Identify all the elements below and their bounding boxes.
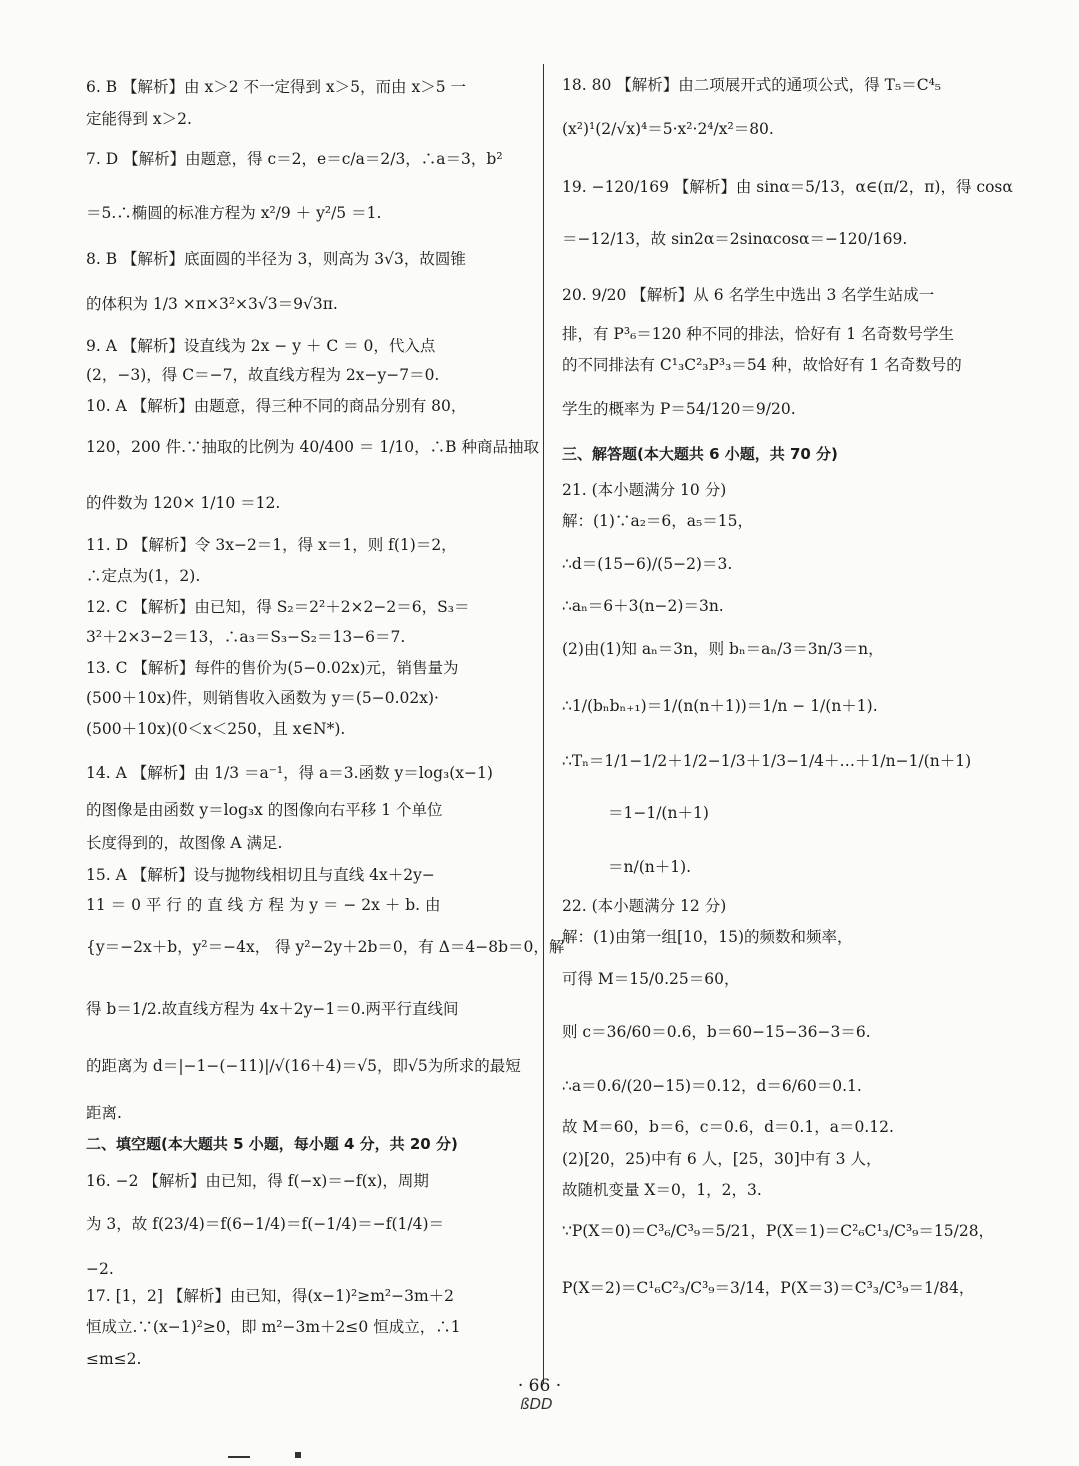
answer-line: 17. [1，2] 【解析】由已知，得(x−1)²≥m²−3m＋2 bbox=[86, 1287, 455, 1305]
text-line: (500＋10x)件，则销售收入函数为 y＝(5−0.02x)· bbox=[86, 689, 439, 707]
answer-line: 21. (本小题满分 10 分) bbox=[562, 481, 727, 499]
answer-line: 19. −120/169 【解析】由 sinα＝5/13，α∈(π/2，π)，得 cosα bbox=[562, 178, 1013, 196]
text-line: 故随机变量 X＝0，1，2，3. bbox=[562, 1181, 762, 1199]
text-line: 得 b＝1/2.故直线方程为 4x＋2y−1＝0.两平行直线间 bbox=[86, 1000, 459, 1018]
answer-line: 13. C 【解析】每件的售价为(5−0.02x)元，销售量为 bbox=[86, 659, 459, 677]
text-line: 解：(1)∵a₂＝6，a₅＝15， bbox=[562, 512, 753, 530]
section-heading: 二、填空题(本大题共 5 小题，每小题 4 分，共 20 分) bbox=[86, 1135, 458, 1153]
text-line: 3²＋2×3−2＝13，∴a₃＝S₃−S₂＝13−6＝7. bbox=[86, 628, 406, 646]
text-line: 11 ＝ 0 平 行 的 直 线 方 程 为 y ＝ − 2x ＋ b. 由 bbox=[86, 896, 441, 914]
text-line: ＝n/(n＋1). bbox=[608, 858, 692, 876]
answer-line: 8. B 【解析】底面圆的半径为 3，则高为 3√3，故圆锥 bbox=[86, 250, 466, 268]
text-line: 排，有 P³₆＝120 种不同的排法，恰好有 1 名奇数号学生 bbox=[562, 325, 955, 343]
text-line: P(X＝2)＝C¹₆C²₃/C³₉＝3/14，P(X＝3)＝C³₃/C³₉＝1/84， bbox=[562, 1279, 975, 1297]
answer-line: 9. A 【解析】设直线为 2x − y ＋ C ＝ 0，代入点 bbox=[86, 337, 436, 355]
text-line: −2. bbox=[86, 1260, 114, 1278]
text-line: ≤m≤2. bbox=[86, 1350, 142, 1368]
text-line: (2)由(1)知 aₙ＝3n，则 bₙ＝aₙ/3＝3n/3＝n， bbox=[562, 640, 884, 658]
text-line: 恒成立.∵(x−1)²≥0，即 m²−3m＋2≤0 恒成立，∴1 bbox=[86, 1318, 461, 1336]
answer-line: 14. A 【解析】由 1/3 ＝a⁻¹，得 a＝3.函数 y＝log₃(x−1) bbox=[86, 764, 493, 782]
text-line: (500＋10x)(0＜x＜250，且 x∈N*). bbox=[86, 720, 346, 738]
answer-line: 6. B 【解析】由 x＞2 不一定得到 x＞5，而由 x＞5 一 bbox=[86, 78, 466, 96]
text-line: ∴a＝0.6/(20−15)＝0.12，d＝6/60＝0.1. bbox=[562, 1077, 862, 1095]
text-line: {y＝−2x＋b，y²＝−4x， 得 y²−2y＋2b＝0，有 Δ＝4−8b＝0，解 bbox=[86, 938, 565, 956]
answer-line: 12. C 【解析】由已知，得 S₂＝2²＋2×2−2＝6，S₃＝ bbox=[86, 598, 470, 616]
text-line: 距离. bbox=[86, 1104, 122, 1122]
handwritten-scribble: ßDD bbox=[520, 1395, 553, 1413]
answer-line: 20. 9/20 【解析】从 6 名学生中选出 3 名学生站成一 bbox=[562, 286, 935, 304]
text-line: 故 M＝60，b＝6，c＝0.6，d＝0.1，a＝0.12. bbox=[562, 1118, 894, 1136]
text-line: ＝5.∴椭圆的标准方程为 x²/9 ＋ y²/5 ＝1. bbox=[86, 204, 382, 222]
text-line: 定能得到 x＞2. bbox=[86, 110, 192, 128]
answer-line: 11. D 【解析】令 3x−2＝1，得 x＝1，则 f(1)＝2， bbox=[86, 536, 457, 554]
text-line: 的体积为 1/3 ×π×3²×3√3＝9√3π. bbox=[86, 295, 338, 313]
text-line: 的图像是由函数 y＝log₃x 的图像向右平移 1 个单位 bbox=[86, 801, 443, 819]
text-line: ∴1/(bₙbₙ₊₁)＝1/(n(n＋1))＝1/n − 1/(n＋1). bbox=[562, 697, 878, 715]
answer-line: 7. D 【解析】由题意，得 c＝2，e＝c/a＝2/3，∴a＝3，b² bbox=[86, 150, 503, 168]
bottom-mark bbox=[295, 1452, 301, 1458]
text-line: ∴d＝(15−6)/(5−2)＝3. bbox=[562, 555, 733, 573]
section-heading: 三、解答题(本大题共 6 小题，共 70 分) bbox=[562, 445, 838, 463]
answer-line: 18. 80 【解析】由二项展开式的通项公式，得 T₅＝C⁴₅ bbox=[562, 76, 941, 94]
bottom-mark bbox=[228, 1456, 250, 1458]
answer-line: 15. A 【解析】设与抛物线相切且与直线 4x＋2y− bbox=[86, 866, 435, 884]
text-line: ∴aₙ＝6＋3(n−2)＝3n. bbox=[562, 597, 724, 615]
answer-line: 16. −2 【解析】由已知，得 f(−x)＝−f(x)，周期 bbox=[86, 1172, 429, 1190]
text-line: 的件数为 120× 1/10 ＝12. bbox=[86, 494, 281, 512]
text-line: 为 3，故 f(23/4)＝f(6−1/4)＝f(−1/4)＝−f(1/4)＝ bbox=[86, 1215, 445, 1233]
column-divider bbox=[543, 64, 544, 1384]
text-line: 则 c＝36/60＝0.6，b＝60−15−36−3＝6. bbox=[562, 1023, 871, 1041]
text-line: (2)[20，25)中有 6 人，[25，30]中有 3 人， bbox=[562, 1150, 882, 1168]
text-line: 可得 M＝15/0.25＝60， bbox=[562, 970, 740, 988]
text-line: ∴Tₙ＝1/1−1/2＋1/2−1/3＋1/3−1/4＋…＋1/n−1/(n＋1) bbox=[562, 752, 972, 770]
text-line: 长度得到的，故图像 A 满足. bbox=[86, 834, 283, 852]
answer-line: 10. A 【解析】由题意，得三种不同的商品分别有 80， bbox=[86, 397, 467, 415]
text-line: 学生的概率为 P＝54/120＝9/20. bbox=[562, 400, 796, 418]
page-number: · 66 · bbox=[517, 1376, 562, 1396]
text-line: ＝1−1/(n＋1) bbox=[608, 804, 709, 822]
text-line: ＝−12/13，故 sin2α＝2sinαcosα＝−120/169. bbox=[562, 230, 908, 248]
text-line: 的距离为 d＝|−1−(−11)|/√(16＋4)＝√5，即√5为所求的最短 bbox=[86, 1057, 521, 1075]
text-line: (x²)¹(2/√x)⁴＝5·x²·2⁴/x²＝80. bbox=[562, 120, 774, 138]
text-line: 的不同排法有 C¹₃C²₃P³₃＝54 种，故恰好有 1 名奇数号的 bbox=[562, 356, 962, 374]
answer-line: 22. (本小题满分 12 分) bbox=[562, 897, 727, 915]
text-line: ∵P(X＝0)＝C³₆/C³₉＝5/21，P(X＝1)＝C²₆C¹₃/C³₉＝15/28， bbox=[562, 1222, 995, 1240]
text-line: 解：(1)由第一组[10，15)的频数和频率， bbox=[562, 928, 853, 946]
text-line: 120，200 件.∵抽取的比例为 40/400 ＝ 1/10，∴B 种商品抽取 bbox=[86, 438, 539, 456]
text-line: ∴定点为(1，2). bbox=[86, 567, 201, 585]
text-line: (2，−3)，得 C＝−7，故直线方程为 2x−y−7＝0. bbox=[86, 366, 440, 384]
